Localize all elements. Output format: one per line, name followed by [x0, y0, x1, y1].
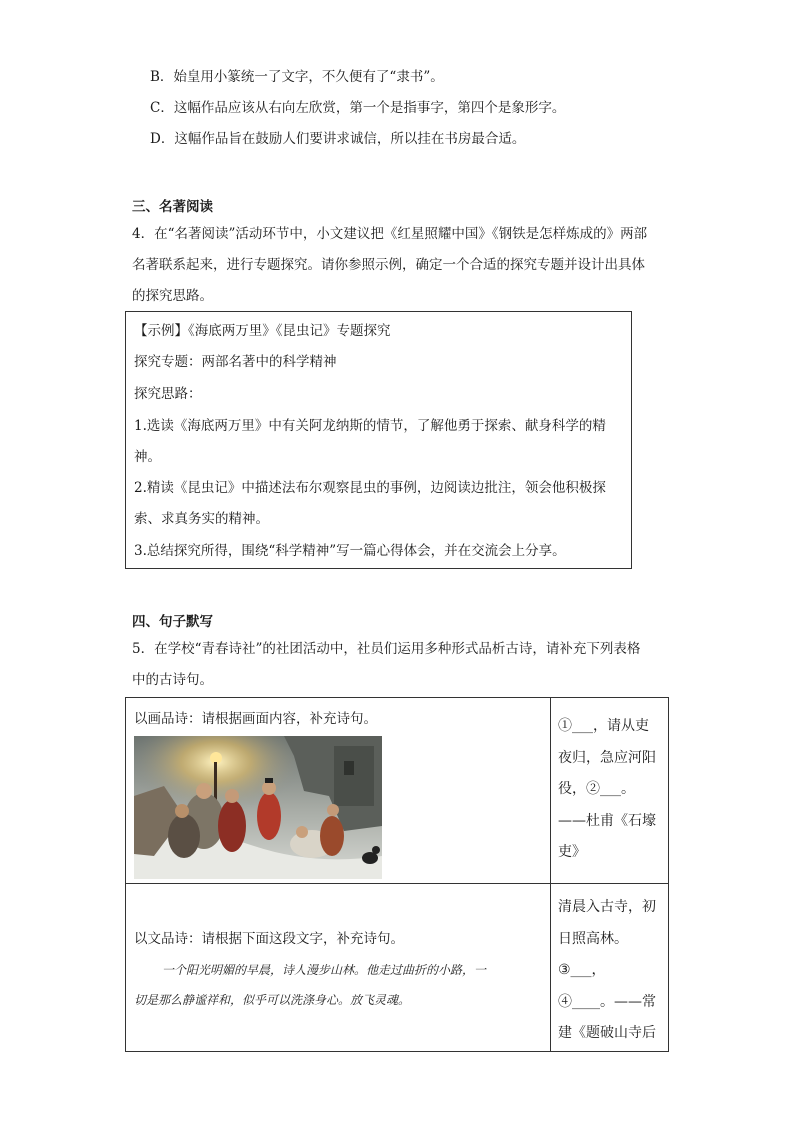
question-5-line: 中的古诗句。	[132, 672, 213, 688]
example-line: 3.总结探究所得，围绕“科学精神”写一篇心得体会，并在交流会上分享。	[134, 543, 566, 559]
row1-answer-line: 役，②___。	[558, 781, 635, 797]
question-4-line: 的探究思路。	[132, 288, 213, 304]
question-5-line: 5．在学校“青春诗社”的社团活动中，社员们运用多种形式品析古诗，请补充下列表格	[132, 641, 641, 657]
question-4-line: 4．在“名著阅读”活动环节中，小文建议把《红星照耀中国》《钢铁是怎样炼成的》两部	[132, 226, 648, 242]
row1-answer-line: 吏》	[558, 844, 586, 860]
row2-answer	[558, 892, 664, 1050]
row2-quote-line: 切是那么静谧祥和，似乎可以洗涤身心。放飞灵魂。	[134, 993, 411, 1007]
example-line: 探究专题：两部名著中的科学精神	[134, 354, 337, 370]
example-line: 探究思路：	[134, 386, 202, 402]
option-b: B．始皇用小篆统一了文字，不久便有了“隶书”。	[150, 69, 444, 85]
row2-answer-line: ④____。——常	[558, 993, 656, 1010]
row2-answer-line: ③___，	[558, 962, 606, 978]
row2-answer-line: 清晨入古寺，初	[558, 899, 656, 915]
row2-answer-line: 日照高林。	[558, 930, 628, 947]
table-row-divider	[126, 883, 668, 884]
example-line: 索、求真务实的精神。	[134, 511, 269, 527]
example-line: 1.选读《海底两万里》中有关阿龙纳斯的情节，了解他勇于探索、献身科学的精	[134, 418, 606, 434]
example-box	[125, 311, 632, 569]
row1-answer-line: ——杜甫《石壕	[558, 812, 656, 829]
section-heading-classics: 三、名著阅读	[132, 199, 213, 215]
row1-answer-line: 夜归，急应河阳	[558, 749, 656, 766]
example-title: 【示例】《海底两万里》《昆虫记》专题探究	[134, 323, 391, 339]
row1-answer	[558, 711, 664, 869]
row1-answer-line: ①___，请从吏	[558, 718, 649, 734]
row2-answer-line: 建《题破山寺后	[558, 1025, 656, 1041]
table-column-divider	[550, 698, 551, 1051]
option-d: D．这幅作品旨在鼓励人们要讲求诚信，所以挂在书房最合适。	[150, 131, 526, 147]
example-line: 神。	[134, 449, 161, 465]
section-heading-dictation: 四、句子默写	[132, 614, 213, 630]
row2-quote-line: 一个阳光明媚的早晨，诗人漫步山林。他走过曲折的小路，一	[162, 963, 487, 977]
row1-prompt: 以画品诗：请根据画面内容，补充诗句。	[134, 711, 377, 727]
painting-image	[134, 736, 382, 879]
question-4-line: 名著联系起来，进行专题探究。请你参照示例，确定一个合适的探究专题并设计出具体	[132, 257, 645, 273]
row2-prompt: 以文品诗：请根据下面这段文字，补充诗句。	[134, 931, 404, 947]
poem-table	[125, 697, 669, 1052]
example-line: 2.精读《昆虫记》中描述法布尔观察昆虫的事例，边阅读边批注，领会他积极探	[134, 480, 606, 496]
option-c: C．这幅作品应该从右向左欣赏，第一个是指事字，第四个是象形字。	[150, 100, 566, 116]
